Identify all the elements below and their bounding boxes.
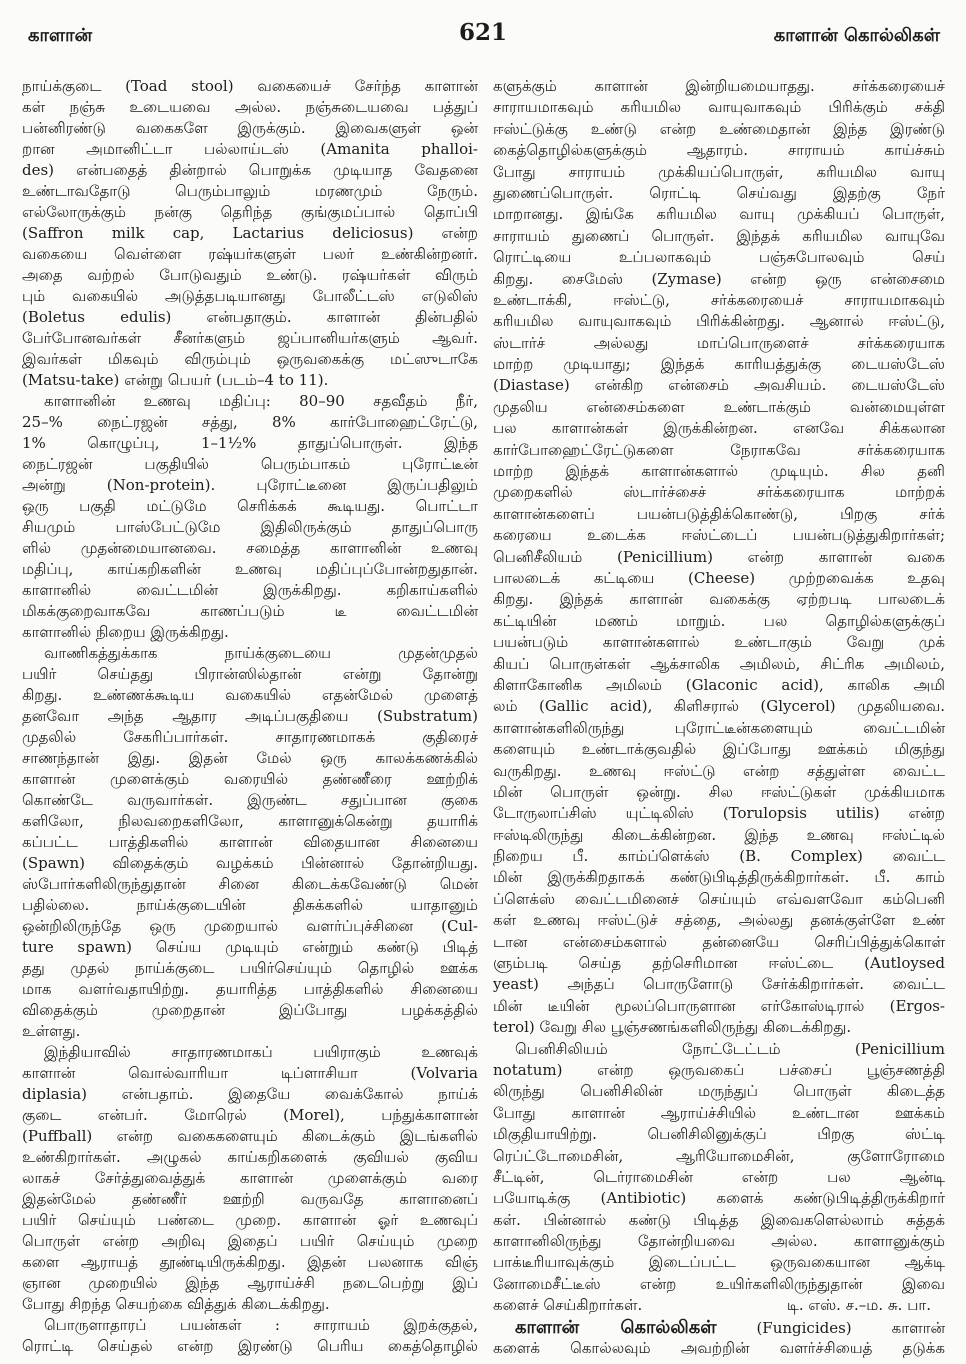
text-line [22, 517, 478, 538]
line-text: விதைக்கும் முறைதான் இப்போது பழக்கத்தில் [22, 1001, 478, 1019]
text-line [493, 1231, 945, 1252]
line-text: காளானின் உணவு மதிப்பு: 80–90 சதவீதம் நீர், [44, 392, 478, 410]
line-text: ture spawn) செய்ய முடியும் என்றும் கண்டு பிடித் [22, 938, 478, 956]
paragraph [22, 1042, 478, 1315]
line-text: பாக்டீரியாவுக்கும் இடைப்பட்ட ஒருவகையான ஆக்டி [493, 1253, 945, 1272]
text-line [22, 832, 478, 853]
text-line [22, 328, 478, 349]
line-text: சாராயமாகவும் கரியமில வாயுவாகவும் பிரிக்கும் சக்தி [493, 98, 945, 117]
line-text: இதன்மேல் தண்ணீர் ஊற்றி வருவதே காளானைப் [22, 1190, 478, 1208]
text-line [493, 782, 945, 803]
line-text: தனவோ அந்த ஆதார அடிப்பகுதியை (Substratum) [22, 707, 478, 725]
text-line [22, 1252, 478, 1273]
line-text: அதை வற்றல் போடுவதும் உண்டு. ரஷ்யர்கள் விரும் [22, 266, 478, 284]
line-text: (Spawn) விதைக்கும் வழக்கம் பின்னால் தோன்றியது. [22, 854, 478, 872]
line-text: கிறது. உண்ணக்கூடிய வகையில் எதன்மேல் முளைத் [22, 686, 478, 704]
line-text: ஈஸ்டிலிருந்து கிடைக்கின்றன. இந்த உணவு ஈஸ்ட்டில் [493, 825, 945, 844]
line-text: உண்டாவதோடு பெரும்பாலும் மரணமும் நேரும். [22, 182, 478, 200]
text-line [22, 643, 478, 664]
line-text: ளும்படி செய்த தற்செரிமான ஈஸ்ட்டை (Autloysed [493, 954, 945, 973]
text-line [493, 290, 945, 311]
line-text: ரெப்ட்டோமைசின், ஆரியோமைசின், குளோரோமை [493, 1146, 945, 1165]
line-text: போது சிறந்த செயற்கை வித்துக் கிடைக்கிறது. [22, 1295, 330, 1313]
text-line [493, 996, 945, 1017]
text-line [493, 696, 945, 717]
line-text: காளானிலிருந்து தோன்றியவை அல்ல. காளானுக்கும் [493, 1232, 945, 1251]
line-text: கிறது. சைமேஸ் (Zymase) என்ற ஒரு என்சைமை [493, 269, 945, 288]
running-head-right: காளான் கொல்லிகள் [773, 25, 940, 46]
text-line [22, 1294, 478, 1315]
text-line [493, 183, 945, 204]
text-line [493, 654, 945, 675]
line-text: லிருந்து பெனிசிலின் மருந்துப் பொருள் கிடைத்த [493, 1082, 945, 1101]
text-line [493, 226, 945, 247]
line-text: மின் டீயின் மூலப்பொருளான எர்கோஸ்டிரால் (Ergos- [493, 996, 945, 1015]
text-line [22, 748, 478, 769]
text-line [493, 76, 945, 97]
text-line [22, 1063, 478, 1084]
paragraph [22, 1315, 478, 1357]
line-text: நாய்க்குடை (Toad stool) வகையைச் சேர்ந்த காளான் [22, 77, 478, 95]
line-text: நைட்ரஜன் பகுதியில் பெரும்பாகம் புரோட்டீன் [22, 455, 478, 473]
text-line [493, 568, 945, 589]
text-line [493, 589, 945, 610]
line-text: (Boletus edulis) என்பதாகும். காளான் தின்பதில் [22, 308, 478, 326]
text-line [493, 1338, 945, 1359]
text-line [22, 706, 478, 727]
line-text: மதிப்பு, காய்கறிகளின் உணவு மதிப்புப்போன்றதுதான். [22, 560, 478, 578]
paragraph [493, 1317, 945, 1360]
line-text: பதில்லை. நாய்க்குடையின் திசுக்களில் யாதானும் [22, 896, 478, 914]
line-text: களையும் உண்டாக்குவதில் இப்போது ஊக்கம் மிகுந்து [493, 740, 945, 759]
line-text: காளானில் வைட்டமின் இருக்கிறது. கறிகாய்களில் [22, 581, 478, 599]
line-text: கட்டியின் மணம் மாறும். பல தொழில்களுக்குப் [493, 611, 945, 630]
text-line [22, 979, 478, 1000]
line-text: கார்போஹைட்ரேட்டுகளை நேராகவே சர்க்கரையாக [493, 440, 945, 459]
text-line [493, 440, 945, 461]
text-line [22, 601, 478, 622]
line-text: பயிர் செய்யும் பண்டை முறை. காளான் ஓர் உணவுப் [22, 1211, 478, 1229]
section-heading: காளான் கொல்லிகள் [515, 1316, 717, 1338]
line-text: terol) வேறு சில பூஞ்சணங்களிலிருந்து கிடைக்கிறது. [493, 1018, 852, 1037]
line-text: மாறானது. இங்கே கரியமில வாயு முக்கியப் பொருள், [493, 205, 945, 224]
line-text: காளான் வொல்வாரியா டிப்ளாசியா (Volvaria [22, 1064, 478, 1082]
line-text: பெனிசீலியம் (Penicillium) என்ற காளான் வகை [493, 547, 945, 566]
line-text: வாணிகத்துக்காக நாய்க்குடையை முதன்முதல் [44, 644, 478, 662]
line-text: மிகுதியாயிற்று. பெனிசிலினுக்குப் பிறகு ஸ்ட்டி [493, 1125, 945, 1144]
text-line [22, 1147, 478, 1168]
text-line [22, 790, 478, 811]
text-line [493, 1060, 945, 1081]
text-line [22, 391, 478, 412]
line-text: களைக் கொல்லவும் அவற்றின் வளர்ச்சியைத் தடுக்க [493, 1339, 945, 1358]
text-line [22, 265, 478, 286]
line-text: பேர்போனவர்கள் சீனர்களும் ஜப்பானியர்களும் ஆவர். [22, 329, 478, 347]
line-text: ரொட்டியை உப்பலாகவும் பஞ்சுபோலவும் செய் [493, 248, 945, 267]
line-text: கள். பின்னால் கண்டு பிடித்த இவைகளெல்லாம் சுத்தக் [493, 1210, 945, 1229]
text-line [493, 354, 945, 375]
line-text: 25–% நைட்ரஜன் சத்து, 8% கார்போஹைட்ரேட்டு, [22, 413, 478, 431]
text-line [22, 1168, 478, 1189]
line-text: முறைகளில் ஸ்டார்ச்சைச் சர்க்கரையாக மாற்றக் [493, 483, 945, 502]
line-text: இந்தியாவில் சாதாரணமாகப் பயிராகும் உணவுக் [44, 1043, 478, 1061]
line-text: பெனிசிலியம் நோட்டேட்டம் (Penicillium [515, 1039, 945, 1058]
line-text: ப்ளெக்ஸ் வைட்டமினைச் செய்யும் எவ்வளவோ கம்பெனி [493, 889, 945, 908]
line-text: (Saffron milk cap, Lactarius deliciosus) என்ற [22, 224, 478, 242]
text-line [22, 160, 478, 181]
line-text: களிலோ, நிலவறைகளிலோ, காளானுக்கென்று தயாரிக் [22, 812, 478, 830]
line-text: போது சாராயம் முக்கியப்பொருள், கரியமில வாயு [493, 162, 945, 181]
line-text: ரொட்டி செய்தல் என்ற இரண்டு பெரிய கைத்தொழில் [22, 1337, 478, 1355]
line-text: மின் பொருள் ஒன்று. சில ஈஸ்ட்டுகள் முக்கியமாக [493, 782, 945, 801]
line-text: ளில் முதன்மையானவை. சமைத்த காளானின் உணவு [22, 539, 478, 557]
line-text: 1% கொழுப்பு, 1–1½% தாதுப்பொருள். இந்த [22, 434, 478, 452]
line-text: களுக்கும் காளான் இன்றியமையாதது. சர்க்கரையைச் [493, 77, 945, 95]
text-line [22, 685, 478, 706]
line-text: கொண்டே வருவார்கள். இருண்ட சதுப்பான குகை [22, 791, 478, 809]
line-text: உண்டாக்கி, ஈஸ்ட்டு, சர்க்கரையைச் சாராயமாகவும் [493, 290, 945, 309]
text-line [493, 162, 945, 183]
text-line [493, 97, 945, 118]
line-text: கள் உணவு ஈஸ்ட்டுச் சத்தை, அல்லது தனக்குள்ளே உண் [493, 911, 945, 930]
text-line [493, 140, 945, 161]
text-line [493, 632, 945, 653]
line-text: துணைப்பொருள். ரொட்டி செய்வது இதற்கு நேர் [493, 183, 945, 202]
text-line [493, 1317, 945, 1338]
text-line [22, 937, 478, 958]
right-column [493, 76, 945, 1359]
line-text: yeast) அந்தப் பொருளோடு சேர்க்கிறார்கள். வைட்ட [493, 975, 945, 994]
line-text: மாக வளர்வதாயிற்று. தயாரித்த பாத்திகளில் சினையை [22, 980, 478, 998]
text-line [22, 559, 478, 580]
line-text: diplasia) என்பதாம். இதையே வைக்கோல் நாய்க் [22, 1085, 478, 1103]
line-text: ஒன்றிலிருந்தே ஒரு முறையால் வளர்ப்புச்சினை (Cul- [22, 917, 478, 935]
line-text: முதலிய என்சைம்களை உண்டாக்கும் வன்மையுள்ள [493, 397, 945, 416]
text-line [22, 769, 478, 790]
text-line [22, 454, 478, 475]
text-line [493, 1081, 945, 1102]
text-line [22, 916, 478, 937]
text-line [493, 974, 945, 995]
text-line [493, 1188, 945, 1209]
line-text: பயோடிக்கு (Antibiotic) களைக் கண்டுபிடித்திருக்கிறார் [493, 1189, 945, 1208]
line-text: சியமும் பாஸ்பேட்டுமே இதிலிருக்கும் தாதுப்பொரு [22, 518, 478, 536]
line-text: காளானில் நிறைய இருக்கிறது. [22, 623, 229, 641]
text-line [493, 418, 945, 439]
text-line [493, 932, 945, 953]
text-line [22, 223, 478, 244]
text-line [493, 375, 945, 396]
line-text: notatum) என்ற ஒருவகைப் பச்சைப் பூஞ்சணத்தி [493, 1060, 945, 1079]
line-text: னோமைசீட்டீஸ் என்ற உயிர்களிலிருந்துதான் இவை [493, 1274, 945, 1293]
text-line [493, 1124, 945, 1145]
text-line [22, 727, 478, 748]
text-line [493, 1146, 945, 1167]
text-line [22, 1336, 478, 1357]
paragraph [493, 1039, 945, 1317]
text-line [493, 333, 945, 354]
text-line [22, 1084, 478, 1105]
text-line [22, 622, 478, 643]
text-line [493, 718, 945, 739]
line-text: லம் (Gallic acid), கிளிசரால் (Glycerol) முதலியவை. [493, 697, 945, 716]
line-text: (Puffball) என்ற வகைகளையும் கிடைக்கும் இடங்களில் [22, 1127, 478, 1145]
line-text: லாகச் சேர்த்துவைத்துக் காளான் முளைக்கும் வரை [22, 1169, 478, 1187]
line-text: ஸ்டார்ச் அல்லது மாப்பொருளைச் சர்க்கரையாக [493, 333, 945, 352]
text-line [22, 97, 478, 118]
text-line [22, 1231, 478, 1252]
left-column [22, 76, 478, 1357]
paragraph [22, 76, 478, 391]
line-text: ஸ்போர்களிலிருந்துதான் சினை கிடைக்கவேண்டு மென் [22, 875, 478, 893]
line-text: பொருள் என்ற அறிவு இதைப் பயிர் செய்யும் முறை [22, 1232, 478, 1250]
line-text: கரியமில வாயுவாகவும் பிரிக்கின்றது. ஆனால் ஈஸ்ட்டு, [493, 312, 945, 331]
line-text: பயன்படும் காளான்களால் உண்டாகும் வேறு முக் [493, 633, 945, 652]
text-line [493, 204, 945, 225]
line-text: உண்கிறார்கள். அழுகல் காய்கறிகளைக் குவியல் குவிய [22, 1148, 478, 1166]
line-text: மின் இருக்கிறதாகக் கண்டுபிடித்திருக்கிறார்கள். பீ. காம் [493, 868, 945, 887]
line-text: காளான் முளைக்கும் வரையில் தண்ணீரை ஊற்றிக் [22, 770, 478, 788]
text-line [22, 118, 478, 139]
text-line [22, 286, 478, 307]
text-line [493, 1274, 945, 1295]
text-line [493, 119, 945, 140]
text-line [22, 958, 478, 979]
line-text: றான அமானிட்டா பல்லாய்டஸ் (Amanita phalloi- [22, 140, 478, 158]
text-line [22, 1000, 478, 1021]
text-line [22, 202, 478, 223]
line-text: காளான்களைப் பயன்படுத்திக்கொண்டு, பிறகு சர்க் [493, 504, 945, 523]
line-text: கரையை உடைக்க ஈஸ்ட்டைப் பயன்படுத்துகிறார்கள்; [493, 526, 945, 545]
text-line [22, 76, 478, 97]
text-line [493, 461, 945, 482]
text-line [493, 910, 945, 931]
text-line [22, 1126, 478, 1147]
line-text: போது காளான் ஆராய்ச்சியில் உண்டான ஊக்கம் [493, 1103, 945, 1122]
text-line [493, 1252, 945, 1273]
line-text: மாற்ற இந்தக் காளான்களால் முடியும். சில தனி [493, 462, 945, 481]
text-line [22, 1273, 478, 1294]
line-text: சீட்டின், டெர்ராமைசின் என்ற பல ஆன்டி [493, 1167, 945, 1186]
text-line [493, 825, 945, 846]
text-line [22, 874, 478, 895]
text-line [493, 846, 945, 867]
text-line [493, 953, 945, 974]
text-line [22, 1189, 478, 1210]
line-text: வகையை வெள்ளை ரஷ்யர்களுள் பலர் உண்கின்றனர். [22, 245, 478, 263]
text-line [493, 1167, 945, 1188]
line-text: பயிர் செய்தது பிரான்ஸில்தான் என்று தோன்று [22, 665, 478, 683]
text-line [22, 853, 478, 874]
text-line [22, 412, 478, 433]
text-line [493, 889, 945, 910]
line-text: கிளாகோனிக அமிலம் (Glaconic acid), காலிக அமி [493, 675, 945, 694]
line-text: டோருலாப்சிஸ் யுட்டிலிஸ் (Torulopsis utilis) என்ற [493, 804, 945, 823]
text-line [22, 811, 478, 832]
line-text: குடை என்பர். மோரெல் (Morel), பந்துக்காளான் [22, 1106, 478, 1124]
line-text: (Fungicides) காளான் [756, 1318, 945, 1337]
line-text: டான என்சைம்களால் தன்னையே செரிப்பித்துக்கொள் [493, 932, 945, 951]
line-text: நிறைய பீ. காம்ப்ளெக்ஸ் (B. Complex) வைட்ட [493, 847, 945, 866]
text-line [493, 547, 945, 568]
text-line [493, 803, 945, 824]
line-text: களைச் செய்கிறார்கள். [493, 1296, 643, 1315]
text-line [22, 181, 478, 202]
text-line [22, 349, 478, 370]
text-line [493, 1210, 945, 1231]
line-text: ஞான முறையில் இந்த ஆராய்ச்சி நடைபெற்று இப் [22, 1274, 478, 1292]
text-line [22, 1021, 478, 1042]
line-text: இவர்கள் மிகவும் விரும்பும் ஒருவகைக்கு மட்ஸுடாகே [22, 350, 478, 368]
line-text: கியப் பொருள்கள் ஆக்சாலிக அமிலம், சிட்ரிக அமிலம், [493, 654, 945, 673]
text-line [22, 664, 478, 685]
text-line [22, 244, 478, 265]
line-text: (Matsu-take) என்று பெயர் (படம்–4 to 11). [22, 371, 329, 389]
text-line [493, 311, 945, 332]
line-text: des) என்பதைத் தின்றால் பொறுக்க முடியாத வேதனை [22, 161, 478, 179]
text-line [22, 433, 478, 454]
paragraph [493, 76, 945, 1039]
text-line [493, 867, 945, 888]
text-line [493, 482, 945, 503]
line-text: மாற்ற முடியாது; இந்தக் காரியத்துக்கு டையஸ்டேஸ் [493, 355, 945, 374]
line-text: (Diastase) என்கிற என்சைம் அவசியம். டையஸ்டேஸ் [493, 376, 945, 395]
text-line [493, 525, 945, 546]
line-text: பன்னிரண்டு வகைகளே இருக்கும். இவைகளுள் ஒன் [22, 119, 478, 137]
line-text: கைத்தொழில்களுக்கும் ஆதாரம். சாராயம் காய்ச்சும் [493, 141, 945, 160]
text-line [493, 1295, 945, 1316]
text-line [22, 139, 478, 160]
line-text: அன்று (Non-protein). புரோட்டீனை இருப்பதிலும் [22, 476, 478, 494]
line-text: மிகக்குறைவாகவே காணப்படும் டீ வைட்டமின் [22, 602, 478, 620]
line-text: பாலடைக் கட்டியை (Cheese) முற்றவைக்க உதவு [493, 568, 945, 587]
line-text: கிறது. இந்தக் காளான் வகைக்கு ஏற்றபடி பாலடைக் [493, 590, 945, 609]
line-text: பல காளான்கள் இருக்கின்றன. எனவே சிக்கலான [493, 419, 945, 438]
text-line [493, 269, 945, 290]
line-text: ஒரு பகுதி மட்டுமே செரிக்கக் கூடியது. பொட்டா [22, 497, 478, 515]
text-line [493, 1039, 945, 1060]
line-text: எல்லோருக்கும் நன்கு தெரிந்த குங்குமப்பால் தொப்பி [22, 203, 478, 221]
text-line [493, 739, 945, 760]
line-text: முதலில் சேகரிப்பார்கள். சாதாரணமாகக் குதிரைச் [22, 728, 478, 746]
text-line [22, 1042, 478, 1063]
line-text: உள்ளது. [22, 1022, 81, 1040]
running-head-left: காளான் [28, 25, 93, 46]
line-text: வருகிறது. உணவு ஈஸ்ட்டு என்ற சத்துள்ள வைட்ட [493, 761, 945, 780]
page-number: 621 [458, 19, 507, 46]
line-text: காளான்களிலிருந்து புரோட்டீன்களையும் வைட்டமின் [493, 718, 945, 737]
text-line [493, 504, 945, 525]
text-line [22, 307, 478, 328]
paragraph [22, 391, 478, 643]
line-text: ஈஸ்ட்டுக்கு உண்டு என்ற உண்மைதான் இந்த இரண்டு [493, 119, 945, 138]
text-line [22, 475, 478, 496]
text-line [22, 580, 478, 601]
author-signature: டி. எஸ். ச.–ம. சு. பா. [786, 1296, 931, 1315]
text-line [493, 247, 945, 268]
text-line [493, 675, 945, 696]
line-text: சாராயம் துணைப் பொருள். இந்தக் கரியமில வாயுவே [493, 226, 945, 245]
line-text: களை ஆராயத் தூண்டியிருக்கிறது. இதன் பலனாக விஞ் [22, 1253, 478, 1271]
text-line [493, 761, 945, 782]
line-text: பும் வகையில் அடுத்தபடியானது போலீட்டஸ் எடுலிஸ் [22, 287, 478, 305]
text-line [22, 1315, 478, 1336]
line-text: கப்பட்ட பாத்திகளில் காளான் விதையான சினையை [22, 833, 478, 851]
line-text: சாணந்தான் இது. இதன் மேல் ஒரு காலக்கணக்கில் [22, 749, 478, 767]
text-line [22, 895, 478, 916]
line-text: தது முதல் நாய்க்குடை பயிர்செய்யும் தொழில் ஊக்க [22, 959, 478, 977]
text-line [22, 1105, 478, 1126]
text-line [493, 611, 945, 632]
text-line [493, 1017, 945, 1038]
line-text: கள் நஞ்சு உடையவை அல்ல. நஞ்சுடையவை பத்துப் [22, 98, 478, 116]
paragraph [22, 643, 478, 1042]
text-line [493, 1103, 945, 1124]
line-text: பொருளாதாரப் பயன்கள் : சாராயம் இறக்குதல், [44, 1316, 478, 1334]
text-line [22, 496, 478, 517]
text-line [22, 370, 478, 391]
text-line [22, 1210, 478, 1231]
text-line [493, 397, 945, 418]
text-line [22, 538, 478, 559]
